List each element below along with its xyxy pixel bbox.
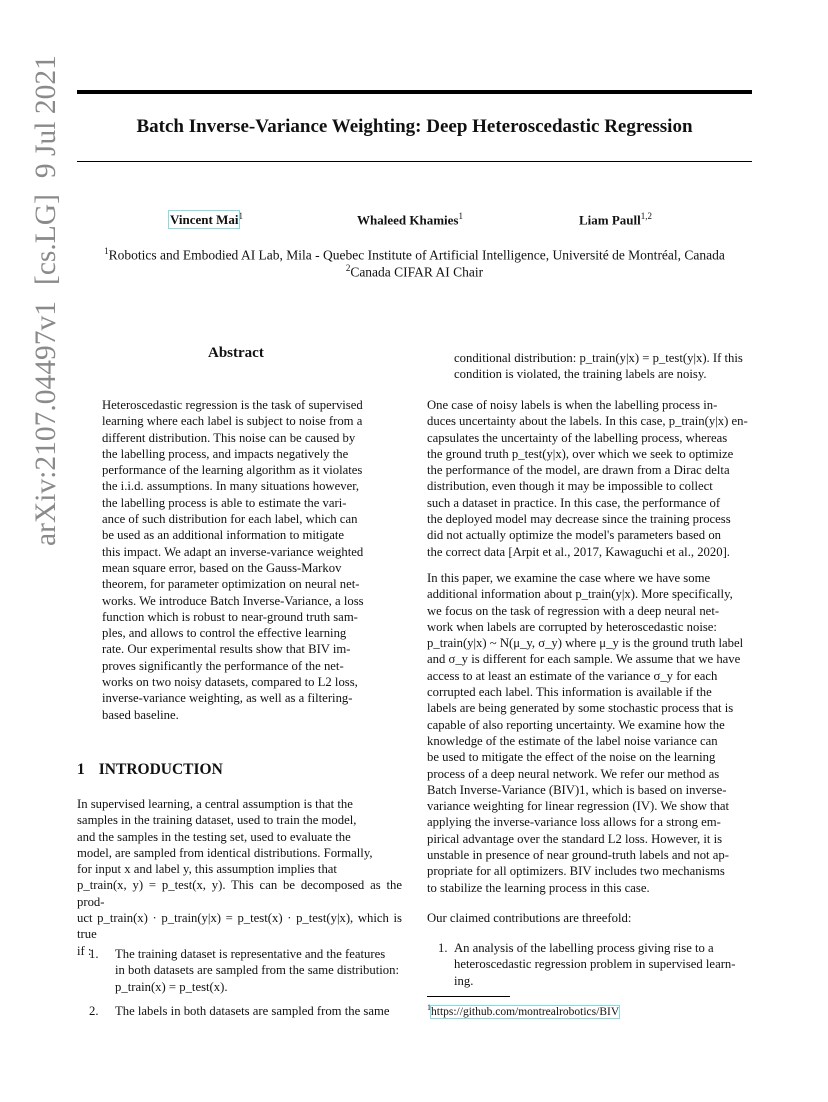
affiliation-2-text: Canada CIFAR AI Chair — [350, 264, 484, 280]
para-line: corrupted each label. This information is available if the — [427, 685, 712, 700]
para-line: we focus on the task of regression with a deep neural net- — [427, 603, 720, 618]
intro-paragraph — [77, 796, 402, 959]
affiliation-1 — [77, 246, 752, 264]
list-item-1 — [89, 946, 403, 996]
abstract-line: ples, and allows to control the effective learning — [102, 626, 347, 641]
arxiv-date: 9 Jul 2021 — [30, 55, 62, 179]
abstract-body — [102, 397, 377, 723]
arxiv-id: arXiv:2107.04497v1 — [30, 301, 62, 546]
author-2-name: Whaleed Khamies — [357, 212, 459, 228]
list-number: 2. — [89, 1004, 99, 1018]
intro-line: uct p_train(x) · p_train(y|x) = p_test(x) · p_test(y|x), which is true — [77, 911, 402, 942]
abstract-line: the labelling process is able to estimate the vari- — [102, 495, 347, 510]
abstract-line: works. We introduce Batch Inverse-Variance, a loss — [102, 593, 364, 608]
intro-line: if : — [77, 943, 92, 958]
author-3 — [579, 211, 652, 228]
list-line: ing. — [454, 973, 474, 988]
author-2 — [357, 211, 463, 228]
intro-line: samples in the training dataset, used to train the model, — [77, 813, 357, 828]
list-line: heteroscedastic regression problem in supervised learn- — [454, 957, 736, 972]
para-line: labels are being generated by some stochastic process that is — [427, 701, 734, 716]
author-1-affil: 1 — [238, 211, 243, 221]
intro-line: p_train(x, y) = p_test(x, y). This can be decomposed as the prod- — [77, 878, 402, 909]
arxiv-stamp — [30, 39, 63, 546]
list-text — [454, 940, 754, 989]
list-text — [115, 1003, 403, 1019]
intro-line: model, are sampled from identical distributions. Formally, — [77, 845, 373, 860]
list-line: in both datasets are sampled from the same distribution: — [115, 963, 399, 978]
para-line: unstable in presence of near ground-truth labels and not ap- — [427, 848, 729, 863]
intro-line: and the samples in the testing set, used to evaluate the — [77, 829, 351, 844]
abstract-line: different distribution. This noise can be caused by — [102, 430, 356, 445]
intro-line: In supervised learning, a central assumption is that the — [77, 797, 353, 811]
para-line: work when labels are corrupted by heteroscedastic noise: — [427, 619, 717, 634]
list-line: p_train(x) = p_test(x). — [115, 979, 228, 994]
footnote-rule — [427, 996, 510, 997]
author-1[interactable] — [170, 211, 243, 228]
affiliation-1-sup: 1 — [104, 246, 109, 256]
abstract-line: ance of such distribution for each label, which can — [102, 512, 358, 527]
abstract-line: the labelling process, and impacts negatively the — [102, 446, 349, 461]
para-line: process of a deep neural network. We refer our method as — [427, 766, 720, 781]
para-line: did not actually optimize the model's parameters based on — [427, 528, 722, 543]
para-line: such a dataset in practice. In this case, the performance of — [427, 495, 721, 510]
title-top-rule — [77, 90, 752, 94]
abstract-line: be used as an additional information to mitigate — [102, 528, 345, 543]
abstract-line: the i.i.d. assumptions. In many situations however, — [102, 479, 360, 494]
para-line: variance weighting for linear regression (IV). We show that — [427, 799, 730, 814]
author-1-name[interactable]: Vincent Mai — [170, 212, 239, 228]
abstract-line: function which is robust to near-ground truth sam- — [102, 609, 358, 624]
para-line: knowledge of the estimate of the label noise variance can — [427, 733, 718, 748]
section-title: INTRODUCTION — [98, 761, 223, 778]
author-2-affil: 1 — [458, 211, 463, 221]
author-3-affil: 1,2 — [640, 211, 653, 221]
abstract-line: works on two noisy datasets, compared to L2 loss, — [102, 675, 358, 690]
section-number: 1 — [77, 761, 85, 778]
affiliation-2 — [77, 263, 752, 281]
abstract-line: this impact. We adapt an inverse-variance weighted — [102, 544, 364, 559]
right-paragraph-2 — [427, 570, 753, 896]
arxiv-category: [cs.LG] — [30, 194, 62, 285]
list-item-2 — [89, 1003, 403, 1021]
para-line: the ground truth p_test(y|x), over which we seek to optimize — [427, 446, 734, 461]
affiliation-2-sup: 2 — [345, 263, 351, 273]
list-text — [115, 946, 403, 995]
affiliation-1-text: Robotics and Embodied AI Lab, Mila - Quebec Institute of Artificial Intelligence, Université de Montréal, Canada — [108, 247, 725, 263]
footnote-marker: 1 — [427, 1003, 431, 1012]
para-line: distribution, even though it may be impossible to collect — [427, 479, 713, 494]
list-line: condition is violated, the training labels are noisy. — [454, 367, 707, 382]
abstract-line: based baseline. — [102, 707, 179, 722]
abstract-line: theorem, for parameter optimization on neural net- — [102, 577, 360, 592]
abstract-line: proves significantly the performance of the net- — [102, 658, 344, 673]
para-line: propriate for all optimizers. BIV includes two mechanisms — [427, 864, 725, 879]
list-line: The labels in both datasets are sampled from the same — [115, 1004, 390, 1018]
para-line: Batch Inverse-Variance (BIV)1, which is based on inverse- — [427, 782, 727, 797]
abstract-line: Heteroscedastic regression is the task of supervised — [102, 398, 363, 412]
right-paragraph-3: Our claimed contributions are threefold: — [427, 911, 632, 925]
para-line: p_train(y|x) ~ N(μ_y, σ_y) where μ_y is the ground truth label — [427, 636, 744, 651]
title-bottom-rule — [77, 161, 752, 162]
para-line: capable of also reporting uncertainty. We examine how the — [427, 717, 725, 732]
abstract-line: rate. Our experimental results show that BIV im- — [102, 642, 351, 657]
abstract-line: inverse-variance weighting, as well as a filtering- — [102, 691, 353, 706]
footnote[interactable] — [427, 1003, 619, 1018]
abstract-line: learning where each label is subject to noise from a — [102, 414, 363, 429]
para-line: the performance of the model, are drawn from a Dirac delta — [427, 463, 730, 478]
para-line: to stabilize the learning process in this case. — [427, 880, 650, 895]
para-line: pirical advantage over the standard L2 loss. However, it is — [427, 831, 723, 846]
list-number: 1. — [438, 941, 448, 955]
para-line: One case of noisy labels is when the labelling process in- — [427, 398, 718, 412]
right-paragraph-1 — [427, 397, 753, 560]
author-3-name: Liam Paull — [579, 212, 641, 228]
para-line: access to at least an estimate of the variance σ_y for each — [427, 668, 718, 683]
abstract-line: mean square error, based on the Gauss-Markov — [102, 560, 342, 575]
contribution-item-1 — [438, 940, 754, 990]
list-item-2-continued — [454, 350, 754, 383]
abstract-heading: Abstract — [208, 345, 264, 361]
para-line: be used to mitigate the effect of the noise on the learning — [427, 750, 716, 765]
para-line: applying the inverse-variance loss allows for a strong em- — [427, 815, 721, 830]
list-line: The training dataset is representative and the features — [115, 947, 386, 961]
para-line: In this paper, we examine the case where we have some — [427, 571, 711, 585]
para-line: duces uncertainty about the labels. In this case, p_train(y|x) en- — [427, 414, 748, 429]
para-line: and σ_y is different for each sample. We assume that we have — [427, 652, 741, 667]
para-line: the deployed model may decrease since the training process — [427, 512, 731, 527]
paper-title: Batch Inverse-Variance Weighting: Deep Heteroscedastic Regression — [136, 116, 693, 137]
list-line: An analysis of the labelling process giving rise to a — [454, 941, 714, 955]
para-line[interactable]: the correct data [Arpit et al., 2017, Kawaguchi et al., 2020]. — [427, 544, 730, 559]
list-line: conditional distribution: p_train(y|x) = p_test(y|x). If this — [454, 351, 743, 365]
footnote-link[interactable]: https://github.com/montrealrobotics/BIV — [431, 1005, 620, 1018]
section-heading — [77, 761, 237, 779]
list-number: 1. — [89, 947, 99, 961]
intro-line: for input x and label y, this assumption implies that — [77, 862, 337, 877]
para-line: capsulates the uncertainty of the labelling process, whereas — [427, 430, 728, 445]
abstract-line: performance of the learning algorithm as it violates — [102, 463, 363, 478]
para-line: additional information about p_train(y|x). More specifically, — [427, 587, 733, 602]
